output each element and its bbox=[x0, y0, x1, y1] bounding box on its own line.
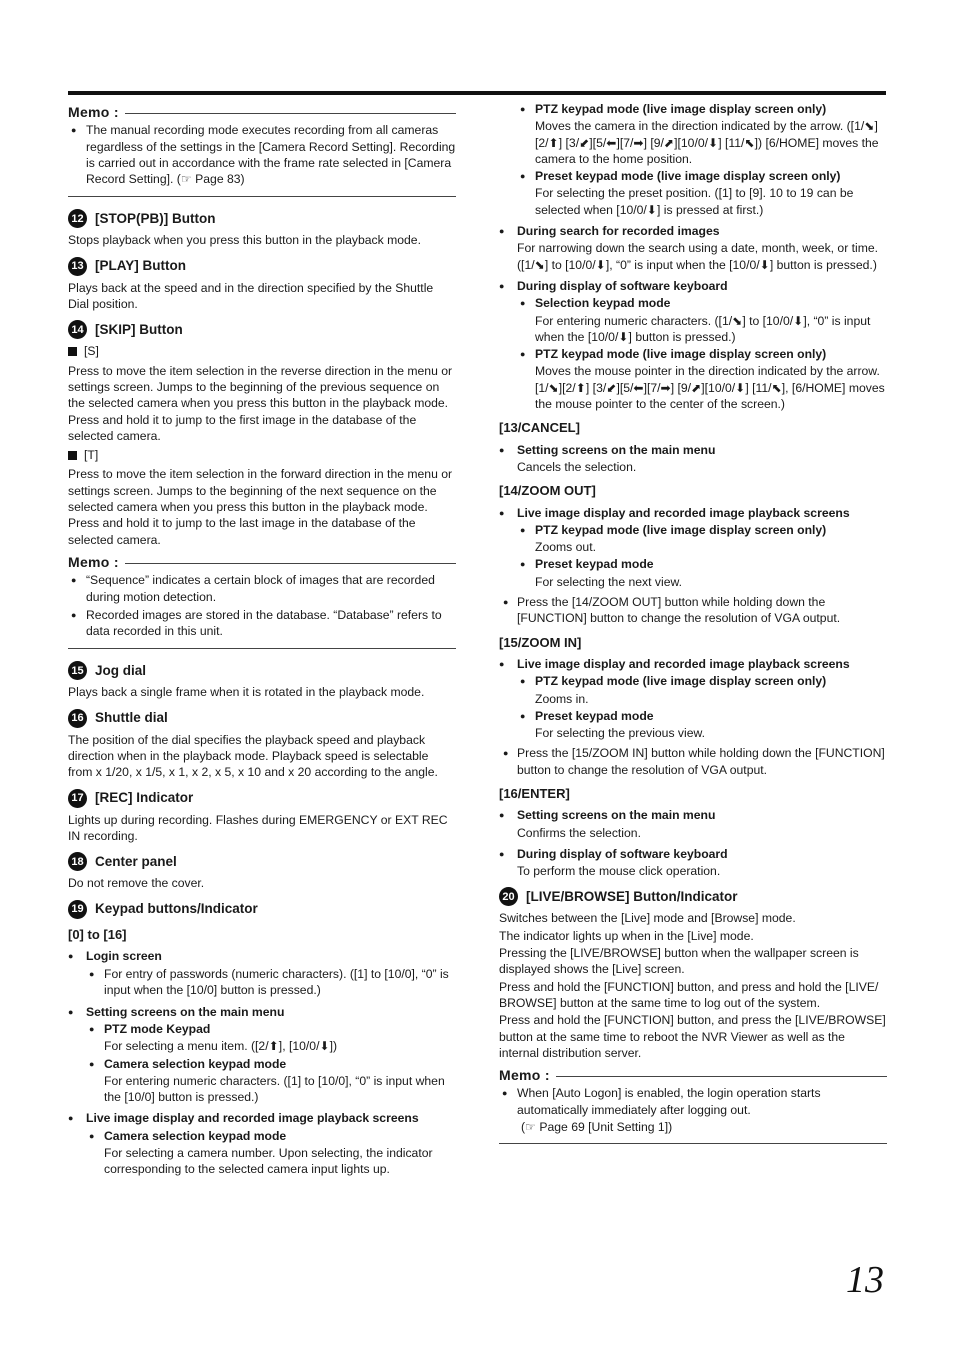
list-subitem: ● PTZ keypad mode (live image display screen only) bbox=[499, 101, 887, 117]
section-title: Jog dial bbox=[95, 662, 147, 678]
section-live-browse bbox=[499, 887, 887, 1061]
list-subitem-text: For selecting a menu item. ([2/⬆], [10/0/⬇]) bbox=[104, 1039, 338, 1054]
list-subitem-text: For entering numeric characters. ([1/⬊] to [10/0/⬇], “0” is input when the [10/0/⬇] button is pressed.) bbox=[535, 313, 871, 344]
circled-number-16: 16 bbox=[68, 709, 87, 728]
section-text: Stops playback when you press this button in the playback mode. bbox=[68, 233, 421, 248]
section-title: [STOP(PB)] Button bbox=[95, 210, 216, 226]
section-title: [REC] Indicator bbox=[95, 789, 194, 805]
list-subitem-text: For selecting the preset position. ([1] to [9]. 10 to 19 can be selected when [10/0/⬇] is pressed at first.) bbox=[535, 186, 854, 217]
section-heading bbox=[68, 789, 456, 808]
section-title: Keypad buttons/Indicator bbox=[95, 900, 258, 916]
subsection-title: [15/ZOOM IN] bbox=[499, 634, 582, 650]
memo-header bbox=[68, 104, 456, 120]
section-heading bbox=[68, 709, 456, 728]
top-rule bbox=[68, 91, 886, 95]
memo-item: ● When [Auto Logon] is enabled, the login operation starts automatically immediately after logging out. bbox=[499, 1085, 887, 1118]
memo-rule bbox=[125, 563, 456, 564]
section-stop-pb bbox=[68, 209, 456, 248]
section-text: Press and hold the [FUNCTION] button, and press the [LIVE/BROWSE] button at the same time to reboot the NVR Viewer as well as the internal distribution server. bbox=[499, 1013, 886, 1060]
section-text: Pressing the [LIVE/BROWSE] button when the wallpaper screen is displayed shows the [Live] screen. bbox=[499, 946, 859, 977]
list-item: ● Live image display and recorded image playback screens bbox=[499, 656, 887, 672]
section-skip bbox=[68, 320, 456, 548]
list-subitem-text: For entering numeric characters. ([1] to [10/0], “0” is input when the [10/0] button is pressed.) bbox=[104, 1073, 445, 1105]
section-play bbox=[68, 257, 456, 313]
section-rec-indicator bbox=[68, 789, 456, 845]
section-title: [SKIP] Button bbox=[95, 321, 183, 337]
list-item: ● Live image display and recorded image playback screens bbox=[499, 505, 887, 521]
list-item-text: To perform the mouse click operation. bbox=[517, 864, 721, 879]
section-keypad-buttons bbox=[68, 900, 456, 1178]
circled-number-17: 17 bbox=[68, 789, 87, 808]
list-item: ● Live image display and recorded image playback screens bbox=[68, 1110, 456, 1126]
list-subitem-text: Moves the camera in the direction indicated by the arrow. ([1/⬊][2/⬆] [3/⬋][5/⬅][7/➡] [9/⬈][10/0/⬇] [11/⬉]) [6/HOME] moves the camera to the home position. bbox=[535, 119, 879, 166]
section-shuttle-dial bbox=[68, 709, 456, 781]
memo-box bbox=[499, 1067, 887, 1144]
section-text: Lights up during recording. Flashes during EMERGENCY or EXT REC IN recording. bbox=[68, 812, 448, 843]
section-text: Plays back a single frame when it is rotated in the playback mode. bbox=[68, 685, 425, 700]
list-subitem: ● PTZ mode Keypad bbox=[68, 1021, 456, 1037]
memo-item: ● The manual recording mode executes recording from all cameras regardless of the settings in the [Camera Record Setting]. Recording is carried out in accordance with the frame rate selected in [Camera Record Setting]. (☞ Page 83) bbox=[68, 122, 456, 187]
section-jog-dial bbox=[68, 661, 456, 700]
list-subitem: ● Camera selection keypad mode bbox=[68, 1128, 456, 1144]
memo-rule bbox=[556, 1076, 887, 1077]
section-heading bbox=[499, 887, 887, 906]
section-heading bbox=[68, 320, 456, 339]
memo-item: ● “Sequence” indicates a certain block of images that are recorded during motion detection. bbox=[68, 572, 456, 605]
skip-t-text: Press to move the item selection in the forward direction in the menu or settings screen. Jumps to the beginning of the next sequence on the selected camera when you press this button in the playback mode. Press and hold it to jump to the last image in the database of the selected camera. bbox=[68, 467, 453, 547]
section-title: Shuttle dial bbox=[95, 710, 168, 726]
section-text: Switches between the [Live] mode and [Browse] mode. bbox=[499, 911, 796, 926]
list-subitem-text: Zooms out. bbox=[535, 540, 596, 555]
memo-rule bbox=[125, 113, 456, 114]
list-subitem: ● PTZ keypad mode (live image display screen only) bbox=[499, 673, 887, 689]
list-item: ● During display of software keyboard bbox=[499, 846, 887, 862]
memo-page-reference: (☞ Page 69 [Unit Setting 1]) bbox=[521, 1120, 673, 1135]
list-subitem-text: For selecting the previous view. bbox=[535, 726, 706, 741]
list-item: ● Press the [14/ZOOM OUT] button while holding down the [FUNCTION] button to change the resolution of VGA output. bbox=[499, 594, 887, 627]
memo-item: ● Recorded images are stored in the database. “Database” refers to data recorded in this unit. bbox=[68, 607, 456, 640]
list-item: ● During search for recorded images bbox=[499, 223, 887, 239]
circled-number-15: 15 bbox=[68, 661, 87, 680]
list-subitem-text: For selecting a camera number. Upon selecting, the indicator corresponding to the selected camera input lights up. bbox=[104, 1146, 433, 1177]
section-heading bbox=[68, 852, 456, 871]
circled-number-20: 20 bbox=[499, 887, 518, 906]
list-subitem-text: Zooms in. bbox=[535, 691, 589, 706]
list-subitem: ● Preset keypad mode (live image display screen only) bbox=[499, 168, 887, 184]
memo-title: Memo : bbox=[68, 553, 119, 570]
section-heading bbox=[68, 661, 456, 680]
list-item: ● Login screen bbox=[68, 948, 456, 964]
list-subitem: ● PTZ keypad mode (live image display screen only) bbox=[499, 522, 887, 538]
section-title: [PLAY] Button bbox=[95, 258, 186, 274]
section-text: The position of the dial specifies the playback speed and playback direction when in the playback mode. Playback speed is selectable from x 1/20, x 1/5, x 1, x 2, x 5, x 10 and x 20 according to the angle. bbox=[68, 732, 438, 780]
section-heading bbox=[68, 209, 456, 228]
list-subitem: ● For entry of passwords (numeric characters). ([1] to [10/0], “0” is input when the [10/0] button is pressed.) bbox=[68, 966, 456, 999]
list-item: ● Press the [15/ZOOM IN] button while holding down the [FUNCTION] button to change the resolution of VGA output. bbox=[499, 745, 887, 778]
skip-t-label: [T] bbox=[68, 447, 456, 463]
section-text: Do not remove the cover. bbox=[68, 876, 205, 891]
list-item: ● Setting screens on the main menu bbox=[499, 807, 887, 823]
memo-title: Memo : bbox=[68, 104, 119, 120]
skip-s-text: Press to move the item selection in the reverse direction in the menu or settings screen. Jumps to the beginning of the previous sequence on the selected camera when you press this button in the playback mode. Press and hold it to jump to the first image in the database of the selected camera. bbox=[68, 363, 453, 443]
list-subitem: ● Selection keypad mode bbox=[499, 295, 887, 311]
circled-number-14: 14 bbox=[68, 320, 87, 339]
section-text: The indicator lights up when in the [Live] mode. bbox=[499, 928, 754, 943]
memo-header bbox=[68, 554, 456, 570]
list-item: ● Setting screens on the main menu bbox=[68, 1004, 456, 1020]
memo-title: Memo : bbox=[499, 1067, 550, 1084]
list-subitem-text: Moves the mouse pointer in the direction indicated by the arrow. [1/⬊][2/⬆] [3/⬋][5/⬅][7/➡] [9/⬈][10/0/⬇] [11/⬉], [6/HOME] moves the mouse pointer to the center of the screen.) bbox=[535, 364, 885, 412]
subsection-title: [14/ZOOM OUT] bbox=[499, 483, 596, 499]
section-text: Press and hold the [FUNCTION] button, and press and hold the [LIVE/ BROWSE] button at the same time to log out of the system. bbox=[499, 979, 879, 1010]
list-item-text: For narrowing down the search using a date, month, week, or time. ([1/⬊] to [10/0/⬇], “0” is input when the [10/0/⬇] button is pressed.) bbox=[517, 241, 879, 272]
list-subitem: ● PTZ keypad mode (live image display screen only) bbox=[499, 346, 887, 362]
list-item: ● During display of software keyboard bbox=[499, 278, 887, 294]
memo-box bbox=[68, 554, 456, 649]
right-column bbox=[499, 100, 887, 1156]
subsection-title: [0] to [16] bbox=[68, 926, 127, 942]
subsection-title: [13/CANCEL] bbox=[499, 420, 580, 436]
list-subitem-text: For selecting the next view. bbox=[535, 574, 682, 589]
list-item-text: Confirms the selection. bbox=[517, 825, 641, 840]
list-subitem: ● Camera selection keypad mode bbox=[68, 1056, 456, 1072]
left-column bbox=[68, 98, 456, 1179]
skip-s-label: [S] bbox=[68, 343, 456, 359]
list-item: ● Setting screens on the main menu bbox=[499, 442, 887, 458]
list-item-text: Cancels the selection. bbox=[517, 459, 637, 474]
section-center-panel bbox=[68, 852, 456, 891]
circled-number-19: 19 bbox=[68, 900, 87, 919]
section-title: [LIVE/BROWSE] Button/Indicator bbox=[526, 888, 738, 904]
circled-number-12: 12 bbox=[68, 209, 87, 228]
section-heading bbox=[68, 900, 456, 919]
circled-number-13: 13 bbox=[68, 257, 87, 276]
section-heading bbox=[68, 257, 456, 276]
section-title: Center panel bbox=[95, 853, 177, 869]
circled-number-18: 18 bbox=[68, 852, 87, 871]
subsection-title: [16/ENTER] bbox=[499, 785, 570, 801]
memo-header bbox=[499, 1067, 887, 1083]
memo-box bbox=[68, 104, 456, 197]
list-subitem: ● Preset keypad mode bbox=[499, 556, 887, 572]
page-number: 13 bbox=[846, 1259, 884, 1301]
list-subitem: ● Preset keypad mode bbox=[499, 708, 887, 724]
section-text: Plays back at the speed and in the direction specified by the Shuttle Dial position. bbox=[68, 280, 434, 312]
